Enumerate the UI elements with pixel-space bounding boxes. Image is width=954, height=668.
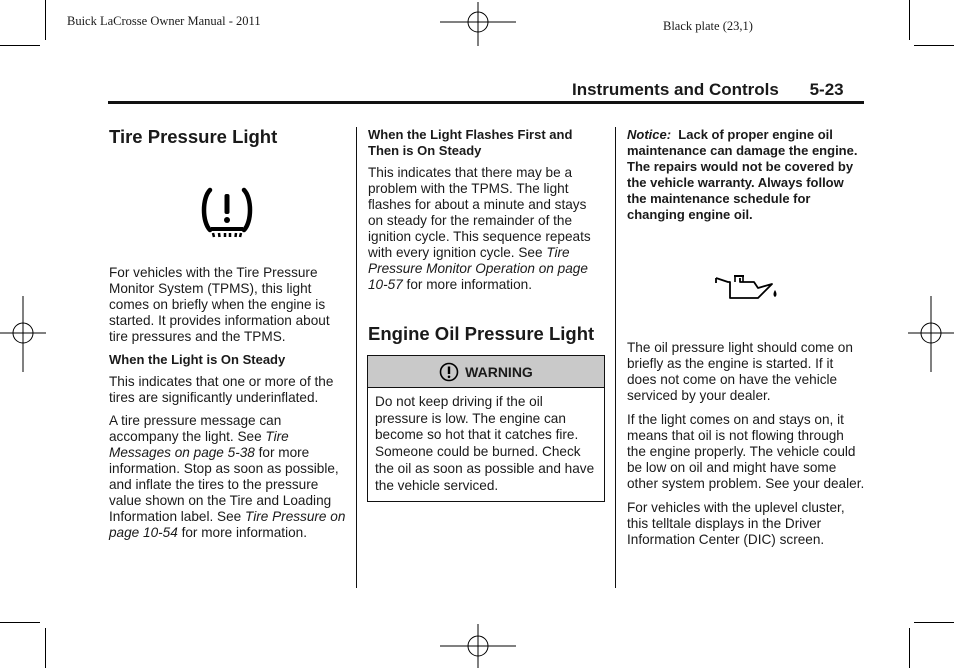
warning-icon <box>439 362 459 382</box>
warning-header <box>368 356 604 388</box>
engine-oil-title: Engine Oil Pressure Light <box>368 323 595 344</box>
registration-mark-top <box>440 2 516 46</box>
registration-mark-left <box>0 296 46 372</box>
tpms-intro: For vehicles with the Tire Pressure Monitor System (TPMS), this light comes on briefly when the engine is started. It provides information about tire pressures and the TPMS. <box>109 265 330 344</box>
crop-mark <box>45 0 46 40</box>
column-3-notice <box>627 127 865 230</box>
text: for more information. Stop as soon as possible, and inflate the tires to the pressure value shown on the Tire and Loading Information label. See <box>109 445 339 524</box>
section-name: Instruments and Controls <box>572 80 779 99</box>
notice-text: Lack of proper engine oil maintenance can damage the engine. The repairs would not be covered by the vehicle warranty. Always follow the maintenance schedule for changing engine oil. <box>627 127 858 222</box>
page-number: 5-23 <box>809 80 844 99</box>
crop-mark <box>914 45 954 46</box>
text: for more information. <box>402 277 532 292</box>
registration-mark-right <box>908 296 954 372</box>
column-1-body <box>109 265 349 548</box>
text: A tire pressure message can accompany the light. See <box>109 413 282 444</box>
cross-reference: Tire Pressure Monitor Operation on page 10-57 <box>368 245 588 292</box>
crop-mark <box>0 45 40 46</box>
tire-pressure-warning-icon <box>200 186 254 238</box>
warning-box <box>367 355 605 502</box>
crop-mark <box>909 0 910 40</box>
steady-heading: When the Light is On Steady <box>109 352 286 367</box>
running-header <box>572 80 844 100</box>
text: This indicates that there may be a problem with the TPMS. The light flashes for about a minute and stays on steady for the remainder of the ignition cycle. This sequence repeats with every ignition cycle. See <box>368 165 591 260</box>
column-divider <box>615 127 616 588</box>
crop-mark <box>914 622 954 623</box>
cross-reference: Tire Messages on page 5-38 <box>109 429 289 460</box>
column-2 <box>368 127 604 300</box>
oil-can-icon <box>714 272 778 302</box>
oil-paragraph-3: For vehicles with the uplevel cluster, this telltale displays in the Driver Information Center (DIC) screen. <box>627 500 845 547</box>
tire-pressure-title: Tire Pressure Light <box>109 126 278 147</box>
manual-title: Buick LaCrosse Owner Manual - 2011 <box>67 14 261 28</box>
header-rule <box>108 101 864 104</box>
tire-message-paragraph <box>109 413 349 541</box>
warning-label: WARNING <box>465 363 533 380</box>
flash-paragraph <box>368 165 604 293</box>
column-divider <box>356 127 357 588</box>
plate-label: Black plate (23,1) <box>663 19 753 33</box>
notice-paragraph <box>627 127 865 223</box>
text: for more information. <box>177 525 307 540</box>
oil-paragraph-1: The oil pressure light should come on briefly as the engine is started. If it does not come on have the vehicle serviced by your dealer. <box>627 340 853 403</box>
crop-mark <box>909 628 910 668</box>
flash-heading: When the Light Flashes First and Then is On Steady <box>368 127 573 158</box>
notice-label: Notice: <box>627 127 672 142</box>
registration-mark-bottom <box>440 624 516 668</box>
column-1 <box>109 126 349 148</box>
warning-text: Do not keep driving if the oil pressure is low. The engine can become so hot that it catches fire. Someone could be burned. Check the oil as soon as possible and have the vehicle serviced. <box>375 394 595 493</box>
oil-paragraph-2: If the light comes on and stays on, it means that oil is not flowing through the engine properly. The vehicle could be low on oil and might have some other system problem. See your dealer. <box>627 412 865 491</box>
crop-mark <box>45 628 46 668</box>
cross-reference: Tire Pressure on page 10-54 <box>109 509 346 540</box>
steady-text: This indicates that one or more of the tires are significantly underinflated. <box>109 374 334 405</box>
crop-mark <box>0 622 40 623</box>
column-3-body <box>627 340 865 555</box>
